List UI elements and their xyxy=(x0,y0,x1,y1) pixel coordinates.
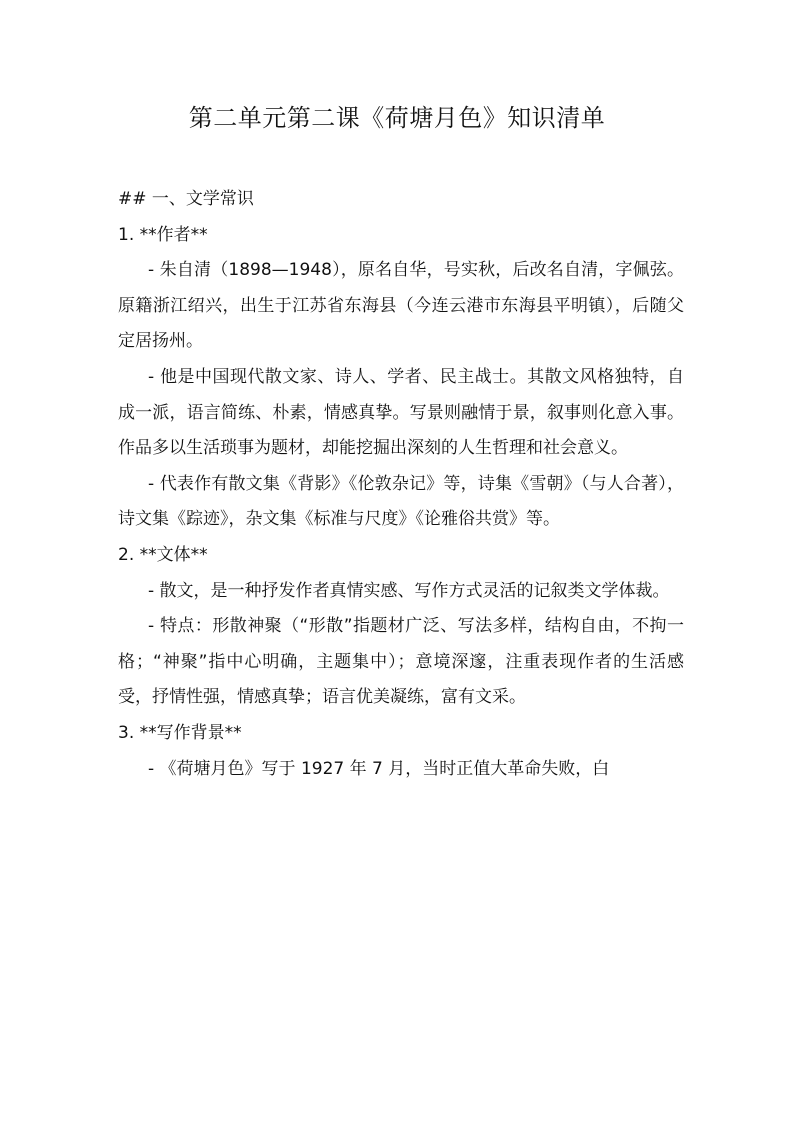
document-title: 第二单元第二课《荷塘月色》知识清单 xyxy=(188,104,606,132)
author-style-paragraph: - 他是中国现代散文家、诗人、学者、民主战士。其散文风格独特，自成一派，语言简练、朴素，情感真挚。写景则融情于景，叙事则化意入事。作品多以生活琐事为题材，却能挖掘出深刻的人生哲理和社会意义。 xyxy=(118,366,684,459)
item-heading-genre: 2. **文体** xyxy=(118,544,208,565)
author-works-paragraph: - 代表作有散文集《背影》《伦敦杂记》等，诗集《雪朝》（与人合著），诗文集《踪迹》，杂文集《标准与尺度》《论雅俗共赏》等。 xyxy=(118,473,684,530)
document-body xyxy=(118,182,684,787)
item-heading-background: 3. **写作背景** xyxy=(118,722,242,743)
background-paragraph: - 《荷塘月色》写于 1927 年 7 月，当时正值大革命失败，白 xyxy=(148,758,610,779)
section-heading-literary-knowledge: ## 一、文学常识 xyxy=(118,189,254,209)
item-heading-author: 1. **作者** xyxy=(118,224,208,245)
genre-definition-paragraph: - 散文，是一种抒发作者真情实感、写作方式灵活的记叙类文学体裁。 xyxy=(148,580,670,601)
author-bio-paragraph: - 朱自清（1898—1948），原名自华，号实秋，后改名自清，字佩弦。原籍浙江绍兴，出生于江苏省东海县（今连云港市东海县平明镇），后随父定居扬州。 xyxy=(118,260,684,352)
genre-features-paragraph: - 特点：形散神聚（“形散”指题材广泛、写法多样，结构自由，不拘一格；“神聚”指中心明确，主题集中）；意境深邃，注重表现作者的生活感受，抒情性强，情感真挚；语言优美凝练，富有文采。 xyxy=(118,616,684,708)
